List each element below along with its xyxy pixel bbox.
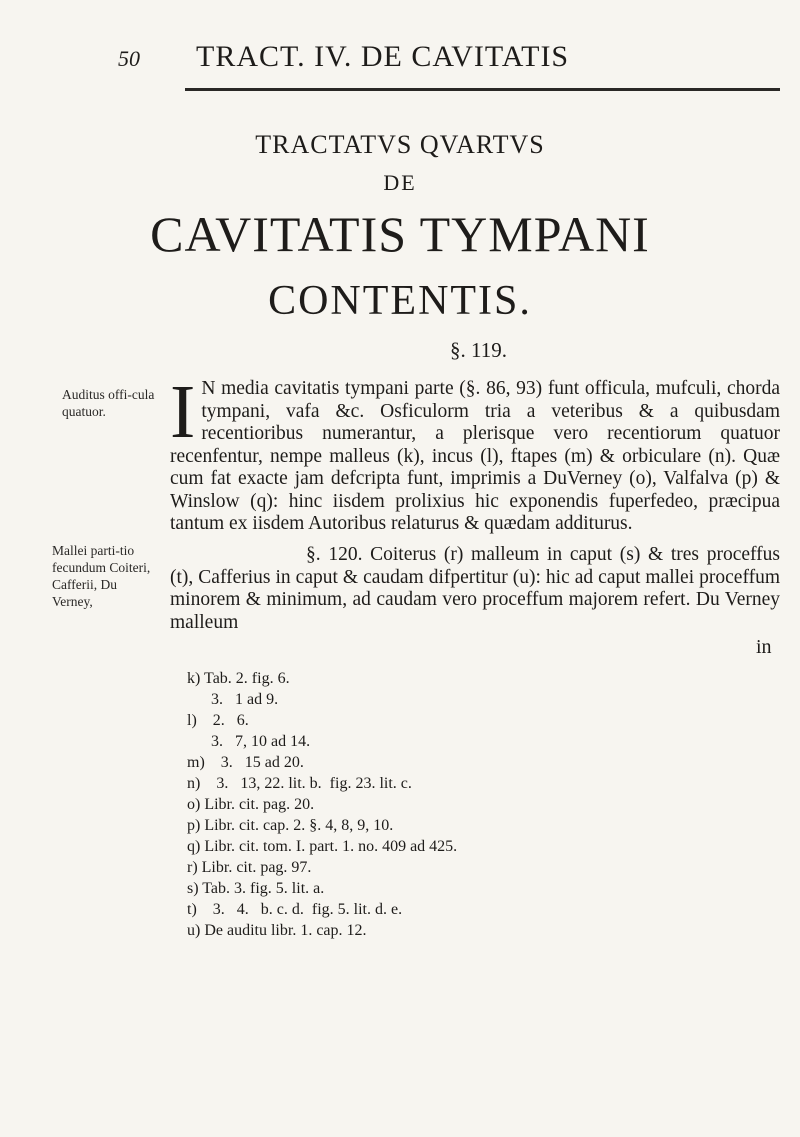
footnote: k) Tab. 2. fig. 6. [187,670,290,687]
header-rule [185,88,780,91]
footnote: q) Libr. cit. tom. I. part. 1. no. 409 ad 425. [187,838,458,855]
catchword: in [756,636,772,658]
title-line-1: TRACTATVS QVARTVS [255,130,545,159]
footnote: r) Libr. cit. pag. 97. [187,859,312,876]
paragraph-2 [170,544,780,634]
title-line-4: CONTENTIS. [268,278,532,324]
section-number: §. 119. [450,338,507,362]
footnote: u) De auditu libr. 1. cap. 12. [187,922,367,939]
footnote: 3. 1 ad 9. [187,691,279,708]
footnote: 3. 7, 10 ad 14. [187,733,311,750]
footnote: l) 2. 6. [187,712,249,729]
footnote: m) 3. 15 ad 20. [187,754,304,771]
running-head [0,40,800,80]
footnote: s) Tab. 3. fig. 5. lit. a. [187,880,325,897]
paragraph-1-text: N media cavitatis tympani parte (§. 86, 93) funt officula, mufculi, chorda tympani, vafa &c. Osficulorm tria a veteribus & a quibusdam recentioribus numerantur, a plerisque vero recentiorum quatuor recenfentur, nempe malleus (k), incus (l), ftapes (m) & orbiculare (n). Quæ cum fat exacte jam defcripta funt, imprimis a DuVerney (o), Valfalva (p) & Winslow (q): hinc iisdem prolixius hic exponendis fuperfedeo, præcipua tantum ex iisdem Autoribus relaturus & quædam additurus. [170,378,780,534]
margin-note-1: Auditus offi-cula quatuor. [62,387,155,419]
footnote: t) 3. 4. b. c. d. fig. 5. lit. d. e. [187,901,403,918]
footnote: p) Libr. cit. cap. 2. §. 4, 8, 9, 10. [187,817,394,834]
drop-cap: I [170,370,196,454]
footnote: n) 3. 13, 22. lit. b. fig. 23. lit. c. [187,775,412,792]
title-line-2: DE [383,170,417,195]
paragraph-1 [170,370,780,536]
footnote: o) Libr. cit. pag. 20. [187,796,315,813]
paragraph-2-text: §. 120. Coiterus (r) malleum in caput (s) & tres proceffus (t), Cafferius in caput & caudam difpertitur (u): hic ad caput mallei proceffum minorem & minimum, ad caudam vero proceffum majorem refert. Du Verney malleum [170,544,780,633]
title-line-3: CAVITATIS TYMPANI [150,206,650,262]
margin-note-2: Mallei parti-tio fecundum Coiteri, Cafferii, Du Verney, [52,543,151,609]
footnotes [187,668,747,941]
page-number: 50 [118,46,140,71]
running-title: TRACT. IV. DE CAVITATIS [196,40,570,73]
